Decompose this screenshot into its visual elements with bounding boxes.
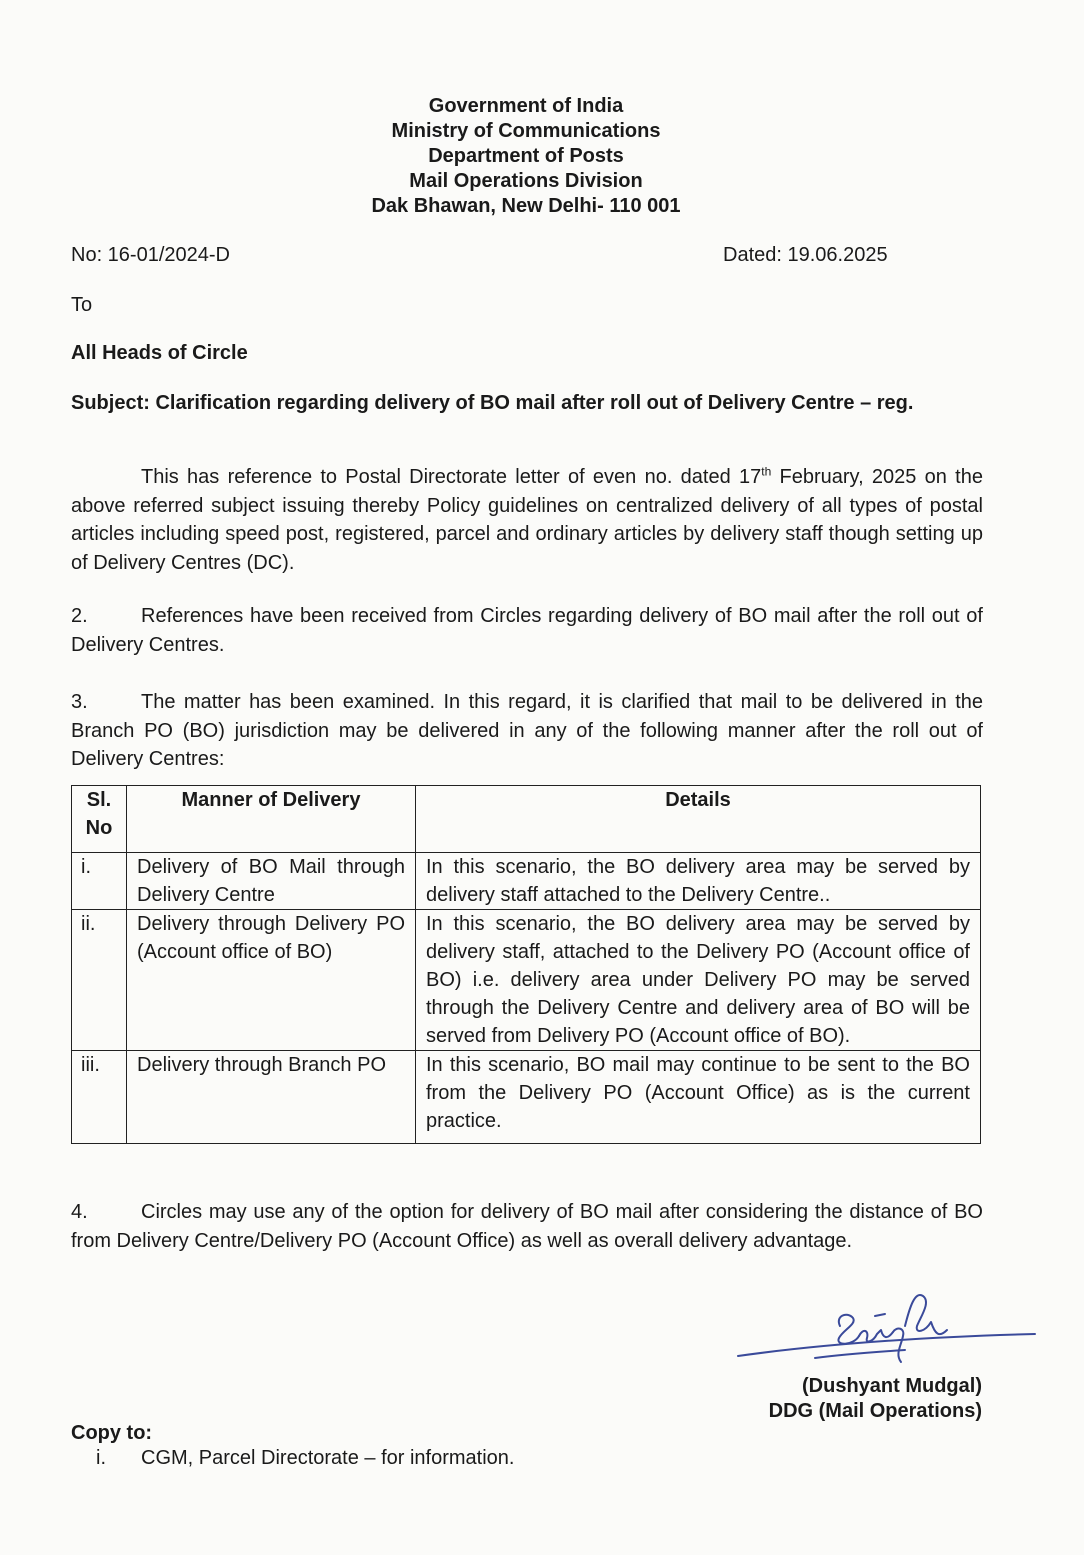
paragraph-4 — [71, 1198, 983, 1255]
header-sl-line2: No — [85, 817, 113, 839]
table-header-row — [72, 786, 981, 853]
delivery-options-table — [71, 785, 981, 1144]
paragraph-3 — [71, 688, 983, 774]
letterhead-division: Mail Operations Division — [409, 170, 643, 192]
signatory-designation: DDG (Mail Operations) — [768, 1400, 982, 1422]
letterhead — [0, 94, 1052, 219]
letterhead-government: Government of India — [428, 95, 624, 117]
paragraph-1 — [71, 463, 983, 577]
paragraph-1-text-b: February, 2025 on the above referred subject issuing thereby Policy guidelines on centralized delivery of all types of postal articles including speed post, registered, parcel and ordinary articles by delivery staff though setting up of Delivery Centres (DC). — [71, 466, 983, 574]
row-sl: ii. — [72, 910, 127, 1051]
row-details: In this scenario, the BO delivery area may be served by delivery staff, attached to the Delivery PO (Account office of BO) i.e. delivery area under Delivery PO may be served through the Delivery Centre and delivery area of BO will be served from Delivery PO (Account office of BO). — [416, 910, 981, 1051]
copy-to-item — [96, 1447, 514, 1470]
header-details: Details — [416, 786, 981, 853]
table-row — [72, 910, 981, 1051]
table-row — [72, 853, 981, 910]
header-sl-no — [72, 786, 127, 853]
paragraph-3-number: 3. — [71, 691, 88, 713]
copy-to-title: Copy to: — [71, 1422, 153, 1444]
addressee: All Heads of Circle — [71, 342, 248, 364]
row-sl: i. — [72, 853, 127, 910]
letterhead-address: Dak Bhawan, New Delhi- 110 001 — [371, 195, 681, 217]
paragraph-2-text: References have been received from Circles regarding delivery of BO mail after the roll out of Delivery Centres. — [71, 605, 983, 656]
reference-number: No: 16-01/2024-D — [71, 244, 230, 266]
table-row — [72, 1051, 981, 1144]
paragraph-1-ordinal: th — [761, 464, 772, 479]
copy-to-item-number: i. — [96, 1447, 106, 1469]
reference-date: Dated: 19.06.2025 — [723, 244, 888, 266]
copy-to-item-text: CGM, Parcel Directorate – for information. — [141, 1447, 515, 1469]
row-manner: Delivery through Delivery PO (Account office of BO) — [127, 910, 416, 1051]
paragraph-1-text-a: This has reference to Postal Directorate letter of even no. dated 17 — [141, 466, 762, 488]
handwritten-signature — [735, 1286, 1040, 1366]
signatory-block — [700, 1374, 982, 1424]
paragraph-4-text: Circles may use any of the option for delivery of BO mail after considering the distance of BO from Delivery Centre/Delivery PO (Account Office) as well as overall delivery advantage. — [71, 1201, 983, 1252]
to-label: To — [71, 294, 93, 316]
row-sl: iii. — [72, 1051, 127, 1144]
letterhead-department: Department of Posts — [428, 145, 624, 167]
header-manner: Manner of Delivery — [127, 786, 416, 853]
header-sl-line1: Sl. — [86, 789, 112, 811]
subject-line: Subject: Clarification regarding delivery of BO mail after roll out of Delivery Centre – reg. — [71, 392, 914, 414]
paragraph-4-number: 4. — [71, 1201, 88, 1223]
row-manner: Delivery through Branch PO — [127, 1051, 416, 1144]
letterhead-ministry: Ministry of Communications — [391, 120, 661, 142]
paragraph-2 — [71, 602, 983, 659]
paragraph-2-number: 2. — [71, 605, 88, 627]
row-details: In this scenario, the BO delivery area may be served by delivery staff attached to the Delivery Centre.. — [416, 853, 981, 910]
paragraph-3-text: The matter has been examined. In this regard, it is clarified that mail to be delivered in the Branch PO (BO) jurisdiction may be delivered in any of the following manner after the roll out of Delivery Centres: — [71, 691, 983, 770]
row-manner: Delivery of BO Mail through Delivery Centre — [127, 853, 416, 910]
signatory-name: (Dushyant Mudgal) — [802, 1375, 982, 1397]
row-details: In this scenario, BO mail may continue to be sent to the BO from the Delivery PO (Account Office) as is the current practice. — [416, 1051, 981, 1144]
